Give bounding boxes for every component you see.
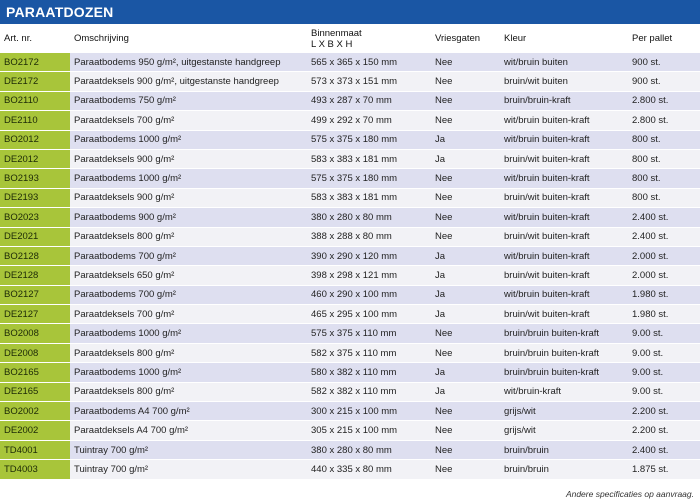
cell-omschrijving: Paraatdeksels 900 g/m² [70,188,307,207]
cell-art-nr: DE2172 [0,72,70,91]
cell-binnenmaat: 582 x 382 x 110 mm [307,382,431,401]
cell-kleur: bruin/bruin [500,440,628,459]
table-row [0,149,700,168]
cell-per-pallet: 9.00 st. [628,363,700,382]
cell-kleur: grijs/wit [500,402,628,421]
cell-omschrijving: Paraatbodems 1000 g/m² [70,169,307,188]
cell-art-nr: DE2002 [0,421,70,440]
cell-kleur: bruin/wit buiten-kraft [500,188,628,207]
table-row [0,227,700,246]
table-row [0,382,700,401]
cell-art-nr: BO2127 [0,285,70,304]
table-title-banner [0,0,700,24]
cell-binnenmaat: 573 x 373 x 151 mm [307,72,431,91]
cell-binnenmaat: 580 x 382 x 110 mm [307,363,431,382]
table-row [0,53,700,72]
cell-omschrijving: Paraatbodems A4 700 g/m² [70,402,307,421]
cell-vriesgaten: Nee [431,227,500,246]
cell-per-pallet: 800 st. [628,188,700,207]
header-kleur: Kleur [500,24,628,53]
header-art-nr: Art. nr. [0,24,70,53]
cell-binnenmaat: 460 x 290 x 100 mm [307,285,431,304]
header-vriesgaten: Vriesgaten [431,24,500,53]
cell-per-pallet: 2.800 st. [628,91,700,110]
cell-per-pallet: 1.980 st. [628,285,700,304]
cell-per-pallet: 9.00 st. [628,382,700,401]
table-row [0,421,700,440]
cell-vriesgaten: Nee [431,208,500,227]
cell-per-pallet: 9.00 st. [628,343,700,362]
cell-vriesgaten: Nee [431,188,500,207]
cell-binnenmaat: 398 x 298 x 121 mm [307,266,431,285]
table-row [0,111,700,130]
cell-art-nr: DE2021 [0,227,70,246]
cell-omschrijving: Tuintray 700 g/m² [70,460,307,479]
table-row [0,285,700,304]
cell-kleur: bruin/bruin buiten-kraft [500,363,628,382]
table-row [0,208,700,227]
cell-binnenmaat: 440 x 335 x 80 mm [307,460,431,479]
cell-kleur: bruin/bruin buiten-kraft [500,343,628,362]
cell-vriesgaten: Ja [431,305,500,324]
cell-art-nr: BO2012 [0,130,70,149]
cell-omschrijving: Paraatbodems 1000 g/m² [70,130,307,149]
header-binnenmaat-line1: Binnenmaat [311,27,362,39]
cell-vriesgaten: Nee [431,402,500,421]
table-row [0,188,700,207]
cell-kleur: bruin/wit buiten-kraft [500,149,628,168]
cell-vriesgaten: Ja [431,130,500,149]
table-title: PARAATDOZEN [6,4,114,20]
cell-art-nr: BO2008 [0,324,70,343]
table-row [0,363,700,382]
cell-omschrijving: Paraatdeksels 900 g/m², uitgestanste handgreep [70,72,307,91]
cell-binnenmaat: 380 x 280 x 80 mm [307,440,431,459]
cell-kleur: bruin/bruin buiten-kraft [500,324,628,343]
cell-omschrijving: Paraatbodems 700 g/m² [70,285,307,304]
cell-binnenmaat: 583 x 383 x 181 mm [307,149,431,168]
cell-per-pallet: 2.800 st. [628,111,700,130]
cell-binnenmaat: 493 x 287 x 70 mm [307,91,431,110]
cell-art-nr: BO2165 [0,363,70,382]
cell-art-nr: BO2128 [0,246,70,265]
cell-kleur: wit/bruin buiten-kraft [500,208,628,227]
table-row [0,343,700,362]
cell-per-pallet: 2.400 st. [628,440,700,459]
cell-vriesgaten: Nee [431,324,500,343]
cell-omschrijving: Paraatbodems 1000 g/m² [70,363,307,382]
cell-vriesgaten: Ja [431,363,500,382]
table-row [0,440,700,459]
cell-kleur: grijs/wit [500,421,628,440]
cell-kleur: wit/bruin-kraft [500,382,628,401]
cell-kleur: bruin/bruin-kraft [500,91,628,110]
cell-per-pallet: 2.000 st. [628,266,700,285]
cell-binnenmaat: 388 x 288 x 80 mm [307,227,431,246]
cell-per-pallet: 800 st. [628,149,700,168]
cell-vriesgaten: Ja [431,382,500,401]
cell-binnenmaat: 575 x 375 x 180 mm [307,169,431,188]
cell-omschrijving: Paraatbodems 900 g/m² [70,208,307,227]
cell-per-pallet: 2.400 st. [628,227,700,246]
cell-binnenmaat: 390 x 290 x 120 mm [307,246,431,265]
cell-kleur: bruin/bruin [500,460,628,479]
cell-per-pallet: 800 st. [628,169,700,188]
cell-art-nr: DE2008 [0,343,70,362]
cell-art-nr: DE2165 [0,382,70,401]
cell-omschrijving: Tuintray 700 g/m² [70,440,307,459]
cell-art-nr: TD4003 [0,460,70,479]
cell-art-nr: DE2128 [0,266,70,285]
footnote: Andere specificaties op aanvraag. [565,489,694,499]
cell-per-pallet: 900 st. [628,53,700,72]
cell-vriesgaten: Nee [431,91,500,110]
cell-kleur: wit/bruin buiten [500,53,628,72]
header-omschrijving: Omschrijving [70,24,307,53]
table-row [0,246,700,265]
table-row [0,402,700,421]
cell-kleur: wit/bruin buiten-kraft [500,169,628,188]
cell-omschrijving: Paraatdeksels 800 g/m² [70,227,307,246]
cell-per-pallet: 2.200 st. [628,402,700,421]
cell-per-pallet: 1.980 st. [628,305,700,324]
table-row [0,305,700,324]
cell-vriesgaten: Nee [431,460,500,479]
cell-kleur: wit/bruin buiten-kraft [500,130,628,149]
cell-kleur: wit/bruin buiten-kraft [500,246,628,265]
cell-binnenmaat: 575 x 375 x 180 mm [307,130,431,149]
table-row [0,72,700,91]
table-row [0,266,700,285]
cell-vriesgaten: Ja [431,285,500,304]
cell-binnenmaat: 300 x 215 x 100 mm [307,402,431,421]
cell-art-nr: BO2193 [0,169,70,188]
cell-kleur: wit/bruin buiten-kraft [500,285,628,304]
cell-art-nr: BO2023 [0,208,70,227]
cell-omschrijving: Paraatdeksels 900 g/m² [70,149,307,168]
table-row [0,130,700,149]
cell-omschrijving: Paraatbodems 700 g/m² [70,246,307,265]
cell-vriesgaten: Nee [431,111,500,130]
cell-kleur: wit/bruin buiten-kraft [500,111,628,130]
table-body [0,53,700,479]
table-row [0,169,700,188]
cell-omschrijving: Paraatbodems 950 g/m², uitgestanste handgreep [70,53,307,72]
cell-binnenmaat: 499 x 292 x 70 mm [307,111,431,130]
cell-per-pallet: 1.875 st. [628,460,700,479]
header-binnenmaat-line2: L X B X H [311,38,353,50]
cell-binnenmaat: 305 x 215 x 100 mm [307,421,431,440]
cell-kleur: bruin/wit buiten-kraft [500,227,628,246]
cell-binnenmaat: 465 x 295 x 100 mm [307,305,431,324]
cell-art-nr: BO2172 [0,53,70,72]
cell-vriesgaten: Nee [431,421,500,440]
cell-per-pallet: 2.000 st. [628,246,700,265]
cell-omschrijving: Paraatdeksels 650 g/m² [70,266,307,285]
cell-art-nr: DE2193 [0,188,70,207]
cell-per-pallet: 800 st. [628,130,700,149]
cell-per-pallet: 900 st. [628,72,700,91]
product-table [0,24,700,480]
table-row [0,324,700,343]
cell-omschrijving: Paraatdeksels 800 g/m² [70,343,307,362]
header-binnenmaat [307,24,431,53]
cell-omschrijving: Paraatdeksels 700 g/m² [70,111,307,130]
cell-omschrijving: Paraatbodems 750 g/m² [70,91,307,110]
cell-vriesgaten: Nee [431,72,500,91]
cell-per-pallet: 2.400 st. [628,208,700,227]
cell-art-nr: BO2110 [0,91,70,110]
cell-binnenmaat: 575 x 375 x 110 mm [307,324,431,343]
cell-per-pallet: 9.00 st. [628,324,700,343]
cell-kleur: bruin/wit buiten-kraft [500,266,628,285]
cell-art-nr: DE2110 [0,111,70,130]
cell-omschrijving: Paraatbodems 1000 g/m² [70,324,307,343]
table-row [0,91,700,110]
table-header-row [0,24,700,53]
cell-vriesgaten: Nee [431,169,500,188]
cell-art-nr: BO2002 [0,402,70,421]
cell-vriesgaten: Nee [431,53,500,72]
header-per-pallet: Per pallet [628,24,700,53]
cell-art-nr: TD4001 [0,440,70,459]
cell-omschrijving: Paraatdeksels 700 g/m² [70,305,307,324]
cell-kleur: bruin/wit buiten [500,72,628,91]
cell-art-nr: DE2012 [0,149,70,168]
table-row [0,460,700,479]
cell-vriesgaten: Ja [431,266,500,285]
cell-omschrijving: Paraatdeksels 800 g/m² [70,382,307,401]
cell-omschrijving: Paraatdeksels A4 700 g/m² [70,421,307,440]
cell-vriesgaten: Ja [431,246,500,265]
cell-binnenmaat: 582 x 375 x 110 mm [307,343,431,362]
cell-vriesgaten: Nee [431,440,500,459]
cell-binnenmaat: 583 x 383 x 181 mm [307,188,431,207]
cell-kleur: bruin/wit buiten-kraft [500,305,628,324]
cell-per-pallet: 2.200 st. [628,421,700,440]
cell-vriesgaten: Ja [431,149,500,168]
cell-binnenmaat: 565 x 365 x 150 mm [307,53,431,72]
cell-art-nr: DE2127 [0,305,70,324]
cell-vriesgaten: Nee [431,343,500,362]
cell-binnenmaat: 380 x 280 x 80 mm [307,208,431,227]
